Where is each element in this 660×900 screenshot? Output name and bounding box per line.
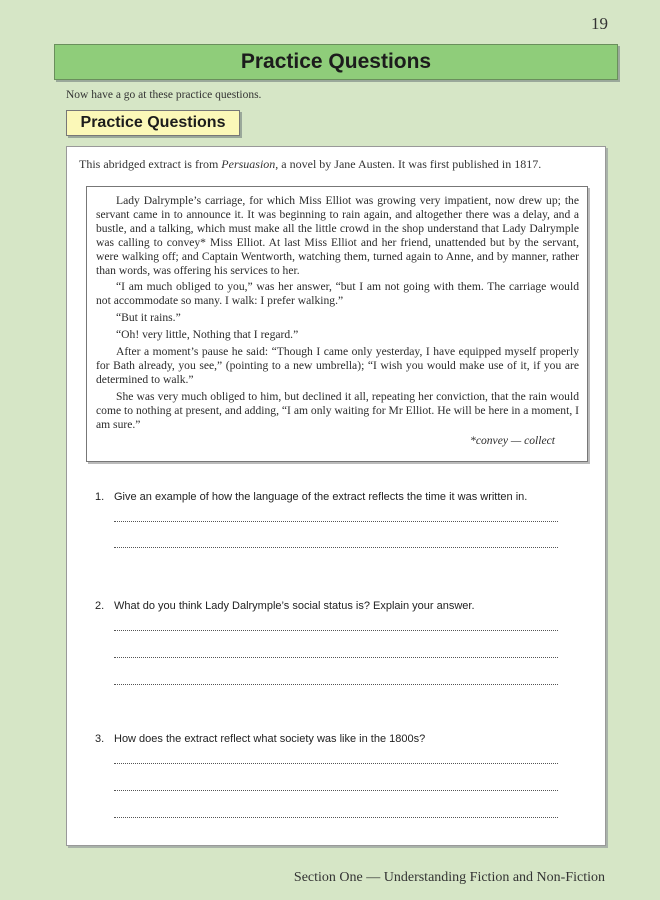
answer-line[interactable] bbox=[114, 763, 558, 764]
question-card bbox=[66, 146, 606, 846]
question-2 bbox=[95, 600, 475, 612]
question-3 bbox=[95, 733, 425, 745]
section-label: Practice Questions bbox=[66, 110, 240, 136]
answer-line[interactable] bbox=[114, 547, 558, 548]
source-before: This abridged extract is from bbox=[79, 157, 222, 171]
book-title: Persuasion bbox=[221, 157, 276, 171]
extract-footnote: *convey — collect bbox=[470, 433, 555, 447]
source-after: , a novel by Jane Austen. It was first published in 1817. bbox=[275, 157, 542, 171]
question-text: Give an example of how the language of the extract reflects the time it was written in. bbox=[114, 491, 528, 503]
question-text: How does the extract reflect what society was like in the 1800s? bbox=[114, 733, 426, 745]
answer-line[interactable] bbox=[114, 790, 558, 791]
question-text: What do you think Lady Dalrymple’s social status is? Explain your answer. bbox=[114, 600, 475, 612]
answer-line[interactable] bbox=[114, 630, 558, 631]
question-number: 2. bbox=[95, 600, 105, 612]
answer-line[interactable] bbox=[114, 817, 558, 818]
extract-box bbox=[86, 186, 588, 462]
extract-paragraph: After a moment’s pause he said: “Though I came only yesterday, I have equipped myself properly for Bath already, you see,” (pointing to a new umbrella); “I wish you would make use of it, if you are determined to walk.” bbox=[96, 345, 579, 386]
answer-line[interactable] bbox=[114, 684, 558, 685]
answer-line[interactable] bbox=[114, 521, 558, 522]
extract-paragraph: “Oh! very little, Nothing that I regard.” bbox=[116, 328, 299, 342]
answer-line[interactable] bbox=[114, 657, 558, 658]
question-number: 3. bbox=[95, 733, 105, 745]
question-1 bbox=[95, 491, 527, 503]
intro-text: Now have a go at these practice questions. bbox=[66, 89, 262, 101]
page-number: 19 bbox=[591, 14, 608, 33]
question-number: 1. bbox=[95, 491, 105, 503]
source-line bbox=[79, 157, 541, 172]
extract-paragraph: Lady Dalrymple’s carriage, for which Miss Elliot was growing very impatient, now drew up; the servant came in to announce it. It was beginning to rain again, and altogether there was a delay, and a bustle, and a talking, which must make all the little crowd in the shop understand that Lady Dalrymple was calling to convey* Miss Elliot. At last Miss Elliot and her friend, unattended but by the servant, were walking off; and Captain Wentworth, watching them, turned again to Anne, and by manner, rather than words, was offering his services to her. bbox=[96, 194, 579, 277]
extract-paragraph: “But it rains.” bbox=[116, 311, 181, 325]
page-footer: Section One — Understanding Fiction and Non-Fiction bbox=[293, 870, 605, 885]
extract-paragraph: She was very much obliged to him, but declined it all, repeating her conviction, that the rain would come to nothing at present, and adding, “I am only waiting for Mr Elliot. He will be here in a moment, I am sure.” bbox=[96, 389, 579, 431]
page-title: Practice Questions bbox=[54, 44, 618, 80]
extract-paragraph: “I am much obliged to you,” was her answer, “but I am not going with them. The carriage would not accommodate so many. I walk: I prefer walking.” bbox=[96, 280, 579, 308]
